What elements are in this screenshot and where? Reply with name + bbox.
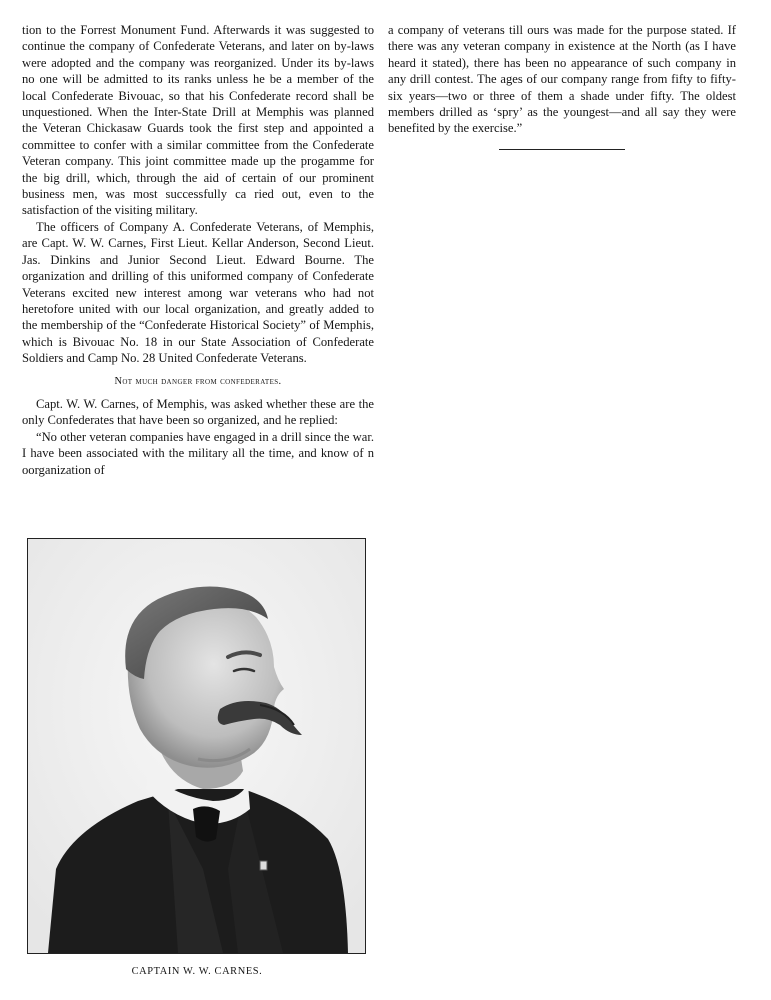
portrait-illustration bbox=[28, 539, 365, 953]
article-paragraph: “No other veteran companies have engaged in a drill since the war. I have been associated with the military all the time, and know of n oorganization of bbox=[22, 429, 374, 477]
photo-caption: CAPTAIN W. W. CARNES. bbox=[131, 966, 263, 977]
article-paragraph: tion to the Forrest Monument Fund. Afterwards it was suggested to continue the company of Confederate Veterans, and later on by-laws were adopted and the company was reorganized. Under its by-laws no one will be admitted to its ranks unless he be a member of the local Confederate Bivouac, so that his Confederate record shall be unquestioned. When the Inter-State Drill at Memphis was planned the Veteran Chickasaw Guards took the first step and appointed a committee to confer with a similar committee from the Confederate Veteran company. This joint committee made up the progamme for the big drill, which, through the aid of certain of our prominent business men, was most successfully ca ried out, even to the satisfaction of the visiting military. bbox=[22, 23, 374, 218]
right-column bbox=[388, 22, 736, 150]
portrait-photo bbox=[27, 538, 366, 954]
article-paragraph: The officers of Company A. Confederate Veterans, of Memphis, are Capt. W. W. Carnes, First Lieut. Kellar Anderson, Second Lieut. Jas. Dinkins and Junior Second Lieut. Edward Bourne. The organization and drilling of this uniformed company of Confederate Veterans excited new interest among war veterans who had not heretofore united with our local organization, and greatly added to the membership of the “Confederate Historical Society” of Memphis, which is Bivouac No. 18 in our State Association of Confederate Soldiers and Camp No. 28 United Confederate Veterans. bbox=[22, 219, 374, 366]
article-paragraph: a company of veterans till ours was made for the purpose stated. If there was any veteran company in existence at the North (as I have heard it stated), there has been no appearance of such company in any drill contest. The ages of our company range from fifty to fifty-six years—two or three of them a shade under fifty. The oldest members drilled as ‘spry’ as the youngest—and all say they were benefited by the exercise.” bbox=[388, 23, 736, 136]
section-heading: Not much danger from confederates. bbox=[114, 375, 282, 387]
closing-rule bbox=[499, 149, 625, 150]
article-paragraph: Capt. W. W. Carnes, of Memphis, was asked whether these are the only Confederates that have been so organized, and he replied: bbox=[22, 396, 374, 428]
left-column bbox=[22, 22, 374, 478]
